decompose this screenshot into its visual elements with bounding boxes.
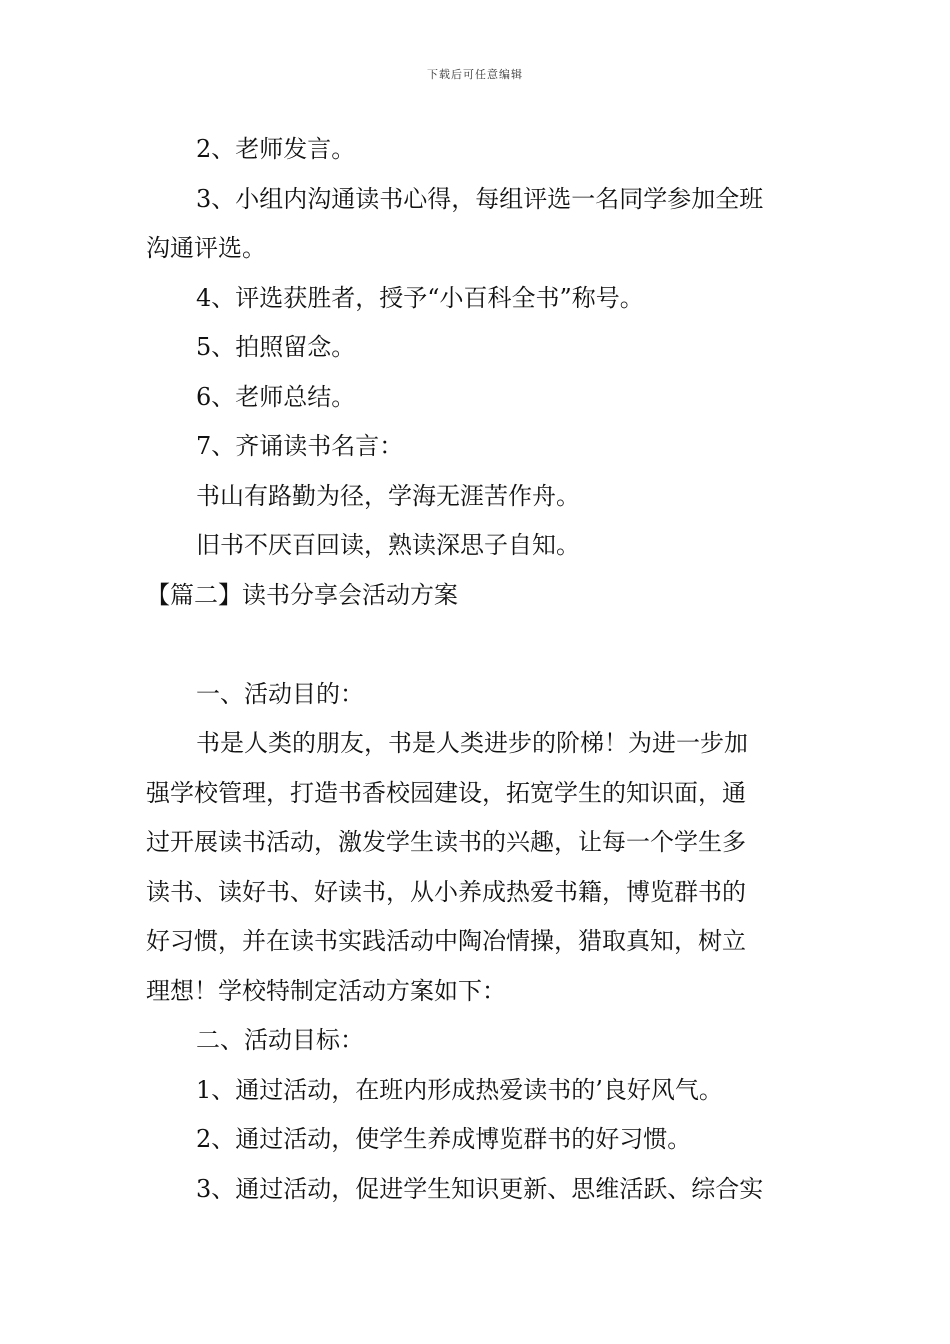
subsection-heading: 一、活动目的： (196, 679, 364, 708)
list-item: 1、通过活动，在班内形成热爱读书的’良好风气。 (196, 1075, 723, 1104)
list-item: 2、通过活动，使学生养成博览群书的好习惯。 (196, 1125, 692, 1153)
list-item: 7、齐诵读书名言： (196, 432, 404, 460)
list-item-continuation: 沟通评选。 (146, 234, 266, 262)
list-item: 2、老师发言。 (196, 135, 356, 163)
paragraph-line: 书是人类的朋友，书是人类进步的阶梯！为进一步加 (196, 729, 748, 757)
page-header-note: 下载后可任意编辑 (427, 68, 523, 81)
quote-line: 旧书不厌百回读，熟读深思子自知。 (196, 531, 580, 559)
paragraph-line: 强学校管理，打造书香校园建设，拓宽学生的知识面，通 (146, 778, 746, 807)
list-item: 3、通过活动，促进学生知识更新、思维活跃、综合实 (196, 1174, 764, 1203)
list-item: 6、老师总结。 (196, 382, 356, 411)
paragraph-line: 好习惯，并在读书实践活动中陶冶情操，猎取真知，树立 (146, 927, 746, 955)
paragraph-line: 过开展读书活动，激发学生读书的兴趣，让每一个学生多 (146, 828, 746, 856)
paragraph-line: 理想！学校特制定活动方案如下： (146, 976, 506, 1005)
subsection-heading: 二、活动目标： (196, 1026, 364, 1054)
paragraph-line: 读书、读好书、好读书，从小养成热爱书籍，博览群书的 (146, 877, 746, 906)
quote-line: 书山有路勤为径，学海无涯苦作舟。 (196, 481, 580, 510)
section-spacer (146, 620, 806, 670)
list-item: 5、拍照留念。 (196, 333, 356, 361)
list-item: 4、评选获胜者，授予“小百科全书”称号。 (196, 283, 644, 312)
list-item: 3、小组内沟通读书心得，每组评选一名同学参加全班 (196, 184, 764, 213)
document-body (146, 125, 806, 1214)
section-heading: 【篇二】读书分享会活动方案 (146, 580, 458, 609)
